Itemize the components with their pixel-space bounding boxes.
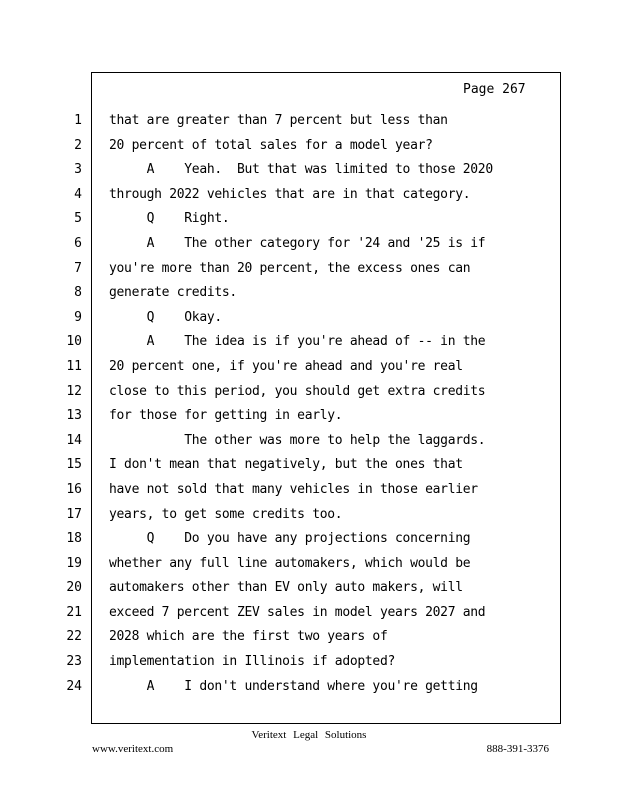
transcript-line: 20 percent of total sales for a model year? [109,137,433,153]
transcript-line: through 2022 vehicles that are in that category. [109,186,471,202]
transcript-line: whether any full line automakers, which would be [109,555,471,571]
line-number: 9 [74,309,82,325]
transcript-line: A The other category for '24 and '25 is if [109,235,486,251]
line-number: 18 [66,531,82,547]
footer-website: www.veritext.com [92,743,174,755]
transcript-text-column [109,112,549,702]
transcript-line: implementation in Illinois if adopted? [109,654,396,670]
line-number: 24 [66,678,82,694]
line-number: 23 [66,654,82,670]
page-number: Page 267 [463,82,526,97]
line-number: 22 [66,629,82,645]
line-number: 13 [66,408,82,424]
line-number: 2 [74,137,82,153]
transcript-line: you're more than 20 percent, the excess ones can [109,260,471,276]
transcript-line: for those for getting in early. [109,408,343,424]
line-number: 16 [66,481,82,497]
transcript-line: Q Do you have any projections concerning [109,531,471,547]
transcript-line: Q Right. [109,211,230,227]
line-number: 7 [74,260,82,276]
transcript-line: close to this period, you should get extra credits [109,383,486,399]
line-number-column [66,112,82,702]
line-number: 6 [74,235,82,251]
transcript-line: A Yeah. But that was limited to those 2020 [109,162,493,178]
line-number: 11 [66,358,82,374]
transcript-line: I don't mean that negatively, but the ones that [109,457,463,473]
line-number: 15 [66,457,82,473]
transcript-line: that are greater than 7 percent but less than [109,113,448,128]
line-number: 17 [66,506,82,522]
transcript-line: 20 percent one, if you're ahead and you're real [109,358,463,374]
transcript-line: A I don't understand where you're getting [109,678,478,694]
transcript-line: 2028 which are the first two years of [109,629,388,645]
transcript-line: have not sold that many vehicles in those earlier [109,481,478,497]
line-number: 10 [66,334,82,350]
line-number: 19 [66,555,82,571]
line-number: 5 [74,211,82,227]
transcript-line: Q Okay. [109,309,222,325]
line-number: 14 [66,432,82,448]
footer-phone: 888-391-3376 [486,743,549,755]
line-number: 3 [74,162,82,178]
line-number: 8 [74,285,82,301]
line-number: 12 [66,383,82,399]
line-number: 21 [66,604,82,620]
transcript-line: exceed 7 percent ZEV sales in model years 2027 and [109,604,486,620]
transcript-line: years, to get some credits too. [109,506,343,522]
transcript-line: The other was more to help the laggards. [109,432,486,448]
footer-company: Veritext Legal Solutions [251,729,367,741]
line-number: 1 [74,113,82,128]
transcript-line: A The idea is if you're ahead of -- in the [109,334,486,350]
line-number: 20 [66,580,82,596]
transcript-line: automakers other than EV only auto makers, will [109,580,463,596]
line-number: 4 [74,186,82,202]
transcript-line: generate credits. [109,285,237,301]
